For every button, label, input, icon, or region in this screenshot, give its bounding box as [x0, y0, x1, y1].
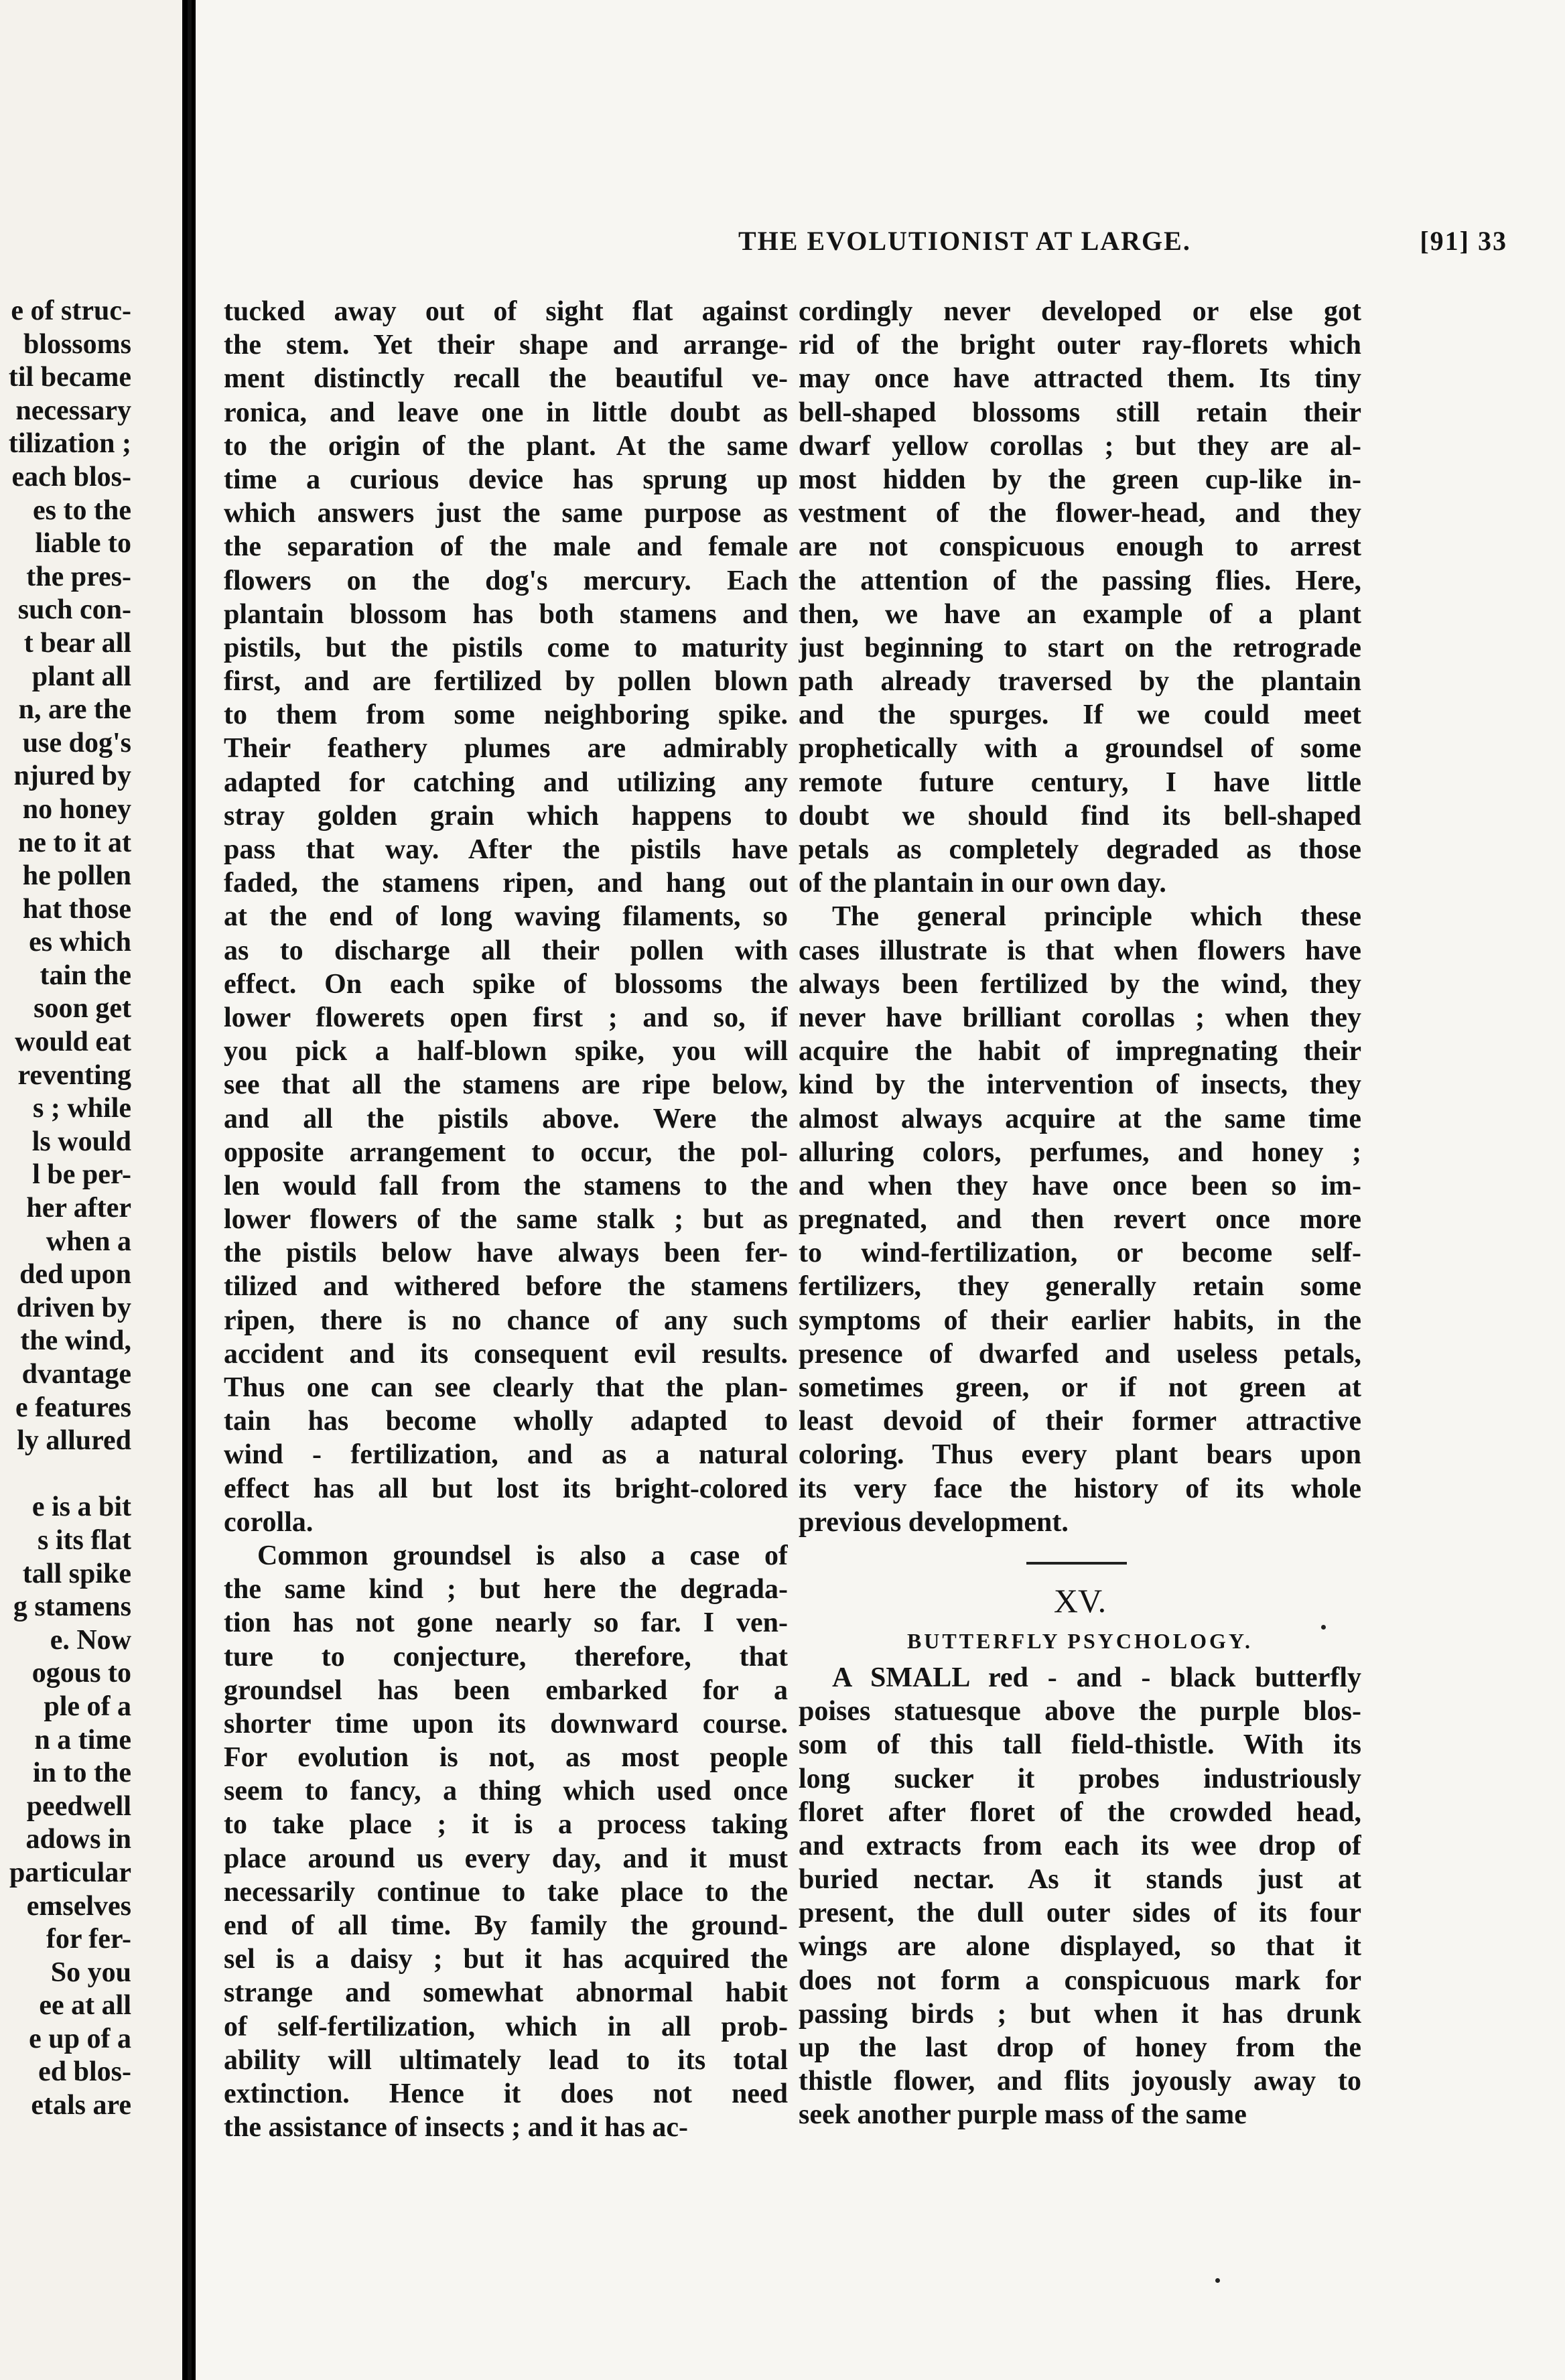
text-line: Their feathery plumes are admirably	[224, 733, 788, 765]
facing-page-line: es to the	[33, 494, 131, 526]
text-line: ability will ultimately lead to its total	[224, 2044, 788, 2076]
text-line: groundsel has been embarked for a	[224, 1674, 788, 1706]
text-line: opposite arrangement to occur, the pol-	[224, 1136, 788, 1168]
text-line: most hidden by the green cup-like in-	[799, 464, 1361, 495]
facing-page-line: g stamens	[13, 1591, 131, 1623]
facing-page-line: es which	[29, 927, 131, 958]
text-line: end of all time. By family the ground-	[224, 1910, 788, 1941]
text-line: adapted for catching and utilizing any	[224, 767, 788, 798]
text-line: may once have attracted them. Its tiny	[799, 363, 1361, 395]
facing-page-line: no honey	[22, 793, 131, 825]
text-line: seek another purple mass of the same	[799, 2099, 1247, 2131]
text-line: are not conspicuous enough to arrest	[799, 531, 1361, 563]
facing-page-line: her after	[26, 1193, 131, 1224]
text-line: presence of dwarfed and useless petals,	[799, 1338, 1361, 1370]
text-line: necessarily continue to take place to the	[224, 1876, 788, 1908]
text-line: acquire the habit of impregnating their	[799, 1036, 1361, 1067]
text-line: to the origin of the plant. At the same	[224, 430, 788, 462]
text-line: of self-fertilization, which in all prob-	[224, 2011, 788, 2042]
facing-page-line: dvantage	[21, 1359, 131, 1390]
text-line: som of this tall field-thistle. With its	[799, 1729, 1361, 1761]
facing-page-line: tilization ;	[8, 428, 131, 460]
section-divider	[1026, 1562, 1127, 1565]
text-line: then, we have an example of a plant	[799, 598, 1361, 630]
facing-page-line: t bear all	[23, 627, 131, 659]
text-line: Thus one can see clearly that the plan-	[224, 1372, 788, 1403]
text-line: tion has not gone nearly so far. I ven-	[224, 1607, 788, 1639]
facing-page-line: ne to it at	[17, 827, 131, 858]
facing-page-line: when a	[46, 1226, 131, 1257]
text-line: For evolution is not, as most people	[224, 1742, 788, 1774]
text-line: floret after floret of the crowded head,	[799, 1796, 1361, 1828]
text-line: to wind-fertilization, or become self-	[799, 1238, 1361, 1269]
facing-page-line: the pres-	[26, 561, 131, 592]
text-line: pass that way. After the pistils have	[224, 834, 788, 865]
text-line: poises statuesque above the purple blos-	[799, 1696, 1361, 1727]
facing-page-line	[0, 1458, 131, 1492]
text-line: up the last drop of honey from the	[799, 2032, 1361, 2063]
facing-page-line: So you	[50, 1957, 131, 1988]
text-line: least devoid of their former attractive	[799, 1406, 1361, 1437]
facing-page-line: for fer-	[46, 1924, 131, 1955]
facing-page-line: he pollen	[22, 860, 131, 892]
text-line: thistle flower, and flits joyously away to	[799, 2066, 1361, 2097]
text-line: as to discharge all their pollen with	[224, 935, 788, 966]
text-line: bell-shaped blossoms still retain their	[799, 397, 1361, 428]
text-line: ment distinctly recall the beautiful ve-	[224, 363, 788, 395]
facing-page-line: hat those	[22, 893, 131, 925]
text-line: tucked away out of sight flat against	[224, 296, 788, 327]
text-line: and the spurges. If we could meet	[799, 700, 1361, 731]
text-line: remote future century, I have little	[799, 767, 1361, 798]
facing-page-text	[0, 295, 131, 2123]
text-column-right	[799, 295, 1554, 2132]
book-page	[196, 0, 1565, 2380]
text-line: seem to fancy, a thing which used once	[224, 1776, 788, 1807]
text-line: the separation of the male and female	[224, 531, 788, 563]
text-line: rid of the bright outer ray-florets which	[799, 330, 1361, 361]
facing-page-line: n a time	[34, 1724, 131, 1756]
text-line: and when they have once been so im-	[799, 1170, 1361, 1201]
text-line: pregnated, and then revert once more	[799, 1204, 1361, 1236]
facing-page-line: each blos-	[11, 461, 131, 492]
text-line: ripen, there is no chance of any such	[224, 1305, 788, 1336]
text-line: tain has become wholly adapted to	[224, 1406, 788, 1437]
text-line: alluring colors, perfumes, and honey ;	[799, 1136, 1361, 1168]
text-line: which answers just the same purpose as	[224, 498, 788, 529]
text-line: lower flowers of the same stalk ; but as	[224, 1204, 788, 1236]
facing-page-line: driven by	[16, 1292, 131, 1323]
text-line: just beginning to start on the retrograde	[799, 632, 1361, 663]
facing-page-line: emselves	[26, 1890, 131, 1922]
facing-page-line: ogous to	[31, 1658, 131, 1689]
facing-page-line: use dog's	[22, 727, 131, 758]
facing-page-line: blossoms	[23, 328, 131, 360]
facing-page-line: ee at all	[39, 1990, 131, 2022]
text-line: the assistance of insects ; and it has ac-	[224, 2112, 688, 2143]
facing-page-line: in to the	[33, 1758, 131, 1789]
facing-page-line: tain the	[40, 960, 131, 991]
facing-page-line: ded upon	[19, 1259, 131, 1291]
page-number: [91] 33	[1420, 226, 1507, 256]
facing-page-line: reventing	[17, 1059, 131, 1091]
text-line: dwarf yellow corollas ; but they are al-	[799, 430, 1361, 462]
text-line: you pick a half-blown spike, you will	[224, 1036, 788, 1067]
text-line: and extracts from each its wee drop of	[799, 1830, 1361, 1861]
facing-page-line: plant all	[31, 661, 131, 692]
text-line: vestment of the flower-head, and they	[799, 498, 1361, 529]
text-line: of the plantain in our own day.	[799, 868, 1166, 899]
facing-page-line: ple of a	[44, 1691, 131, 1722]
facing-page-line: ls would	[31, 1126, 131, 1157]
text-line: first, and are fertilized by pollen blown	[224, 666, 788, 698]
text-line: lower flowerets open first ; and so, if	[224, 1002, 788, 1033]
facing-page-line: soon get	[33, 993, 131, 1024]
facing-page-line: e up of a	[29, 2023, 131, 2054]
facing-page-fragment	[0, 0, 182, 2380]
facing-page-line: such con-	[17, 594, 131, 626]
text-line: never have brilliant corollas ; when they	[799, 1002, 1361, 1033]
section-numeral: XV.	[1053, 1581, 1107, 1619]
facing-page-line: s ; while	[33, 1093, 131, 1124]
text-line: tilized and withered before the stamens	[224, 1271, 788, 1303]
facing-page-line: necessary	[15, 395, 131, 426]
text-line: does not form a conspicuous mark for	[799, 1965, 1361, 1996]
text-line: shorter time upon its downward course.	[224, 1708, 788, 1739]
facing-page-line: etals are	[31, 2090, 131, 2121]
text-line: corolla.	[224, 1506, 314, 1538]
text-line: wings are alone displayed, so that it	[799, 1931, 1361, 1963]
text-line: cordingly never developed or else got	[799, 296, 1361, 327]
print-speck	[1215, 2278, 1220, 2283]
text-line: the pistils below have always been fer-	[224, 1238, 788, 1269]
text-line: the attention of the passing flies. Here,	[799, 565, 1361, 596]
text-column-left	[224, 295, 788, 2144]
text-line: effect has all but lost its bright-colored	[224, 1473, 788, 1504]
text-line: ronica, and leave one in little doubt as	[224, 397, 788, 428]
text-line: buried nectar. As it stands just at	[799, 1864, 1361, 1896]
text-line: stray golden grain which happens to	[224, 800, 788, 832]
text-line: A SMALL red - and - black butterfly	[832, 1662, 1361, 1693]
text-line: flowers on the dog's mercury. Each	[224, 565, 788, 596]
page-gutter	[188, 0, 192, 2380]
text-line: ture to conjecture, therefore, that	[224, 1641, 788, 1672]
facing-page-line: e features	[15, 1392, 131, 1423]
facing-page-line: e. Now	[50, 1624, 131, 1656]
running-header	[531, 225, 1562, 265]
text-line: almost always acquire at the same time	[799, 1103, 1361, 1134]
text-line: present, the dull outer sides of its four	[799, 1898, 1361, 1929]
text-line: to take place ; it is a process taking	[224, 1809, 788, 1841]
text-line: petals as completely degraded as those	[799, 834, 1361, 865]
facing-page-line: tall spike	[22, 1558, 131, 1589]
facing-page-line: the wind,	[20, 1325, 131, 1357]
facing-page-line: s its flat	[38, 1524, 131, 1556]
facing-page-line: til became	[8, 362, 131, 393]
text-line: wind - fertilization, and as a natural	[224, 1439, 788, 1471]
text-line: sel is a daisy ; but it has acquired the	[224, 1944, 788, 1975]
facing-page-line: adows in	[25, 1824, 131, 1855]
running-title: THE EVOLUTIONIST AT LARGE.	[738, 226, 1191, 256]
text-line: the stem. Yet their shape and arrange-	[224, 330, 788, 361]
text-line: extinction. Hence it does not need	[224, 2078, 788, 2109]
text-line: The general principle which these	[832, 901, 1361, 933]
text-line: sometimes green, or if not green at	[799, 1372, 1361, 1403]
text-line: passing birds ; but when it has drunk	[799, 1998, 1361, 2030]
text-line: faded, the stamens ripen, and hang out	[224, 868, 788, 899]
text-line: plantain blossom has both stamens and	[224, 598, 788, 630]
facing-page-line: n, are the	[18, 694, 131, 726]
facing-page-line: l be per-	[32, 1159, 131, 1191]
text-line: effect. On each spike of blossoms the	[224, 968, 788, 1000]
facing-page-line: ly allured	[17, 1425, 131, 1457]
text-line: cases illustrate is that when flowers have	[799, 935, 1361, 966]
facing-page-line: e is a bit	[31, 1492, 131, 1523]
text-line: coloring. Thus every plant bears upon	[799, 1439, 1361, 1471]
text-line: len would fall from the stamens to the	[224, 1170, 788, 1201]
facing-page-line: liable to	[35, 528, 131, 559]
text-line: fertilizers, they generally retain some	[799, 1271, 1361, 1303]
section-subheading: BUTTERFLY PSYCHOLOGY.	[906, 1628, 1253, 1653]
text-line: time a curious device has sprung up	[224, 464, 788, 495]
text-line: path already traversed by the plantain	[799, 666, 1361, 698]
text-line: prophetically with a groundsel of some	[799, 733, 1361, 765]
facing-page-line: would eat	[15, 1027, 131, 1058]
text-line: at the end of long waving filaments, so	[224, 901, 788, 933]
text-line: place around us every day, and it must	[224, 1843, 788, 1874]
text-line: long sucker it probes industriously	[799, 1763, 1361, 1794]
text-line: see that all the stamens are ripe below,	[224, 1069, 788, 1101]
text-line: previous development.	[799, 1506, 1069, 1538]
text-line: its very face the history of its whole	[799, 1473, 1361, 1504]
text-line: accident and its consequent evil results.	[224, 1338, 788, 1370]
text-line: pistils, but the pistils come to maturity	[224, 632, 788, 663]
facing-page-line: e of struc-	[11, 295, 131, 326]
facing-page-line: ed blos-	[38, 2056, 131, 2088]
text-line: kind by the intervention of insects, they	[799, 1069, 1361, 1101]
facing-page-line: njured by	[13, 761, 131, 792]
text-line: doubt we should find its bell-shaped	[799, 800, 1361, 832]
text-line: always been fertilized by the wind, they	[799, 968, 1361, 1000]
text-line: to them from some neighboring spike.	[224, 700, 788, 731]
facing-page-line: particular	[9, 1857, 131, 1888]
text-line: and all the pistils above. Were the	[224, 1103, 788, 1134]
text-line: the same kind ; but here the degrada-	[224, 1574, 788, 1605]
facing-page-line: peedwell	[26, 1790, 131, 1822]
text-line: symptoms of their earlier habits, in the	[799, 1305, 1361, 1336]
text-line: strange and somewhat abnormal habit	[224, 1977, 788, 2009]
text-line: Common groundsel is also a case of	[257, 1540, 788, 1571]
print-speck	[1321, 1625, 1326, 1630]
